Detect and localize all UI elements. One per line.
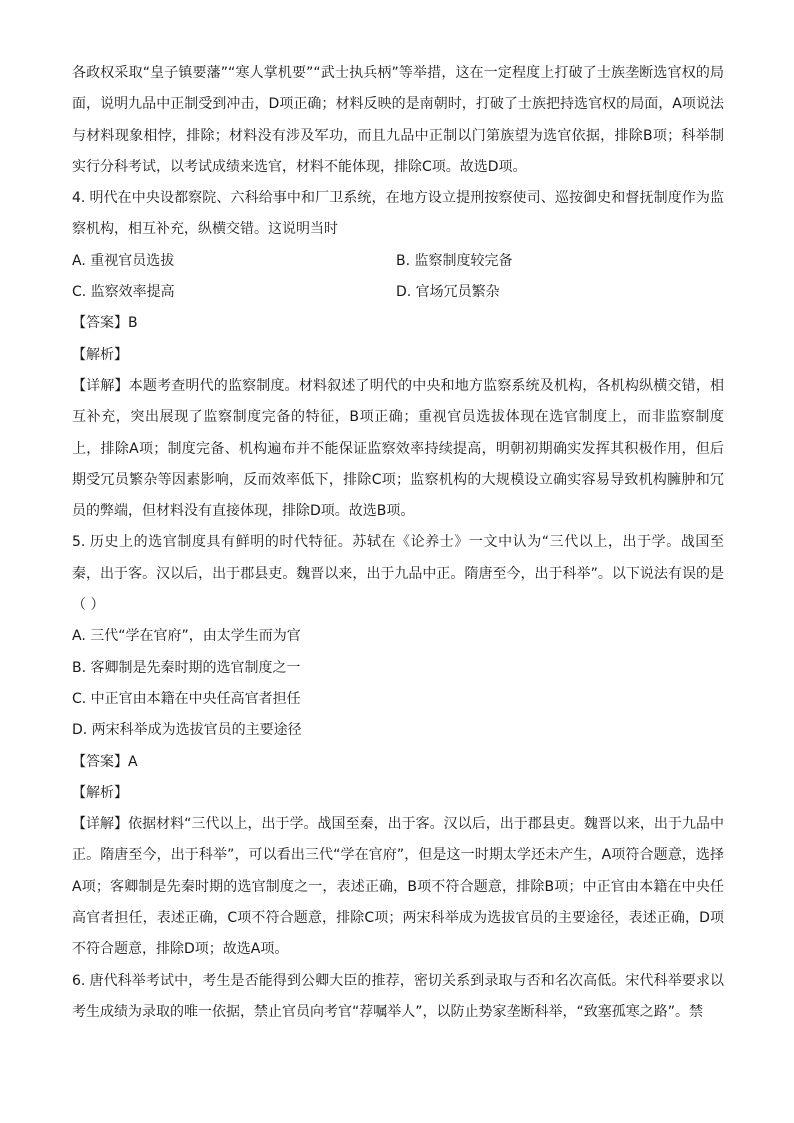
- question-5-analysis-label: 【解析】: [72, 784, 128, 801]
- question-4-analysis-label: 【解析】: [72, 346, 128, 363]
- question-5-detail: 【详解】依据材料“三代以上，出于学。战国至秦，出于客。汉以后，出于郡县吏。魏晋以来，出于九品中正。隋唐至今，出于科举”，可以看出三代“学在官府”，但是这一时期太学还未产生，A项符合题意，选择A项；客卿制是先秦时期的选官制度之一，表述正确，B项不符合题意，排除B项；中正官由本籍在中央任高官者担任，表述正确，C项不符合题意，排除C项；两宋科举成为选拔官员的主要途径，表述正确，D项不符合题意，排除D项；故选A项。: [72, 816, 724, 958]
- question-5-option-b: B. 客卿制是先秦时期的选官制度之一: [72, 659, 301, 676]
- question-5-option-c: C. 中正官由本籍在中央任高官者担任: [72, 690, 301, 707]
- question-4-option-c: C. 监察效率提高: [72, 284, 175, 301]
- question-5-stem: [72, 527, 724, 621]
- question-4-text: 明代在中央设都察院、六科给事中和厂卫系统，在地方设立提刑按察使司、巡按御史和督抚制度作为监察机构，相互补充，纵横交错。这说明当时: [72, 190, 724, 238]
- question-6-text: 唐代科举考试中，考生是否能得到公卿大臣的推荐，密切关系到录取与否和名次高低。宋代科举要求以考生成绩为录取的唯一依据，禁止官员向考官“荐嘱举人”，以防止势家垄断科举，“致塞孤寒之路”。禁: [72, 972, 724, 1020]
- question-4-options-row-2: [72, 277, 724, 308]
- question-5-number: 5.: [72, 534, 86, 551]
- question-4-option-b: B. 监察制度较完备: [396, 252, 513, 269]
- question-5-answer: 【答案】A: [72, 753, 138, 770]
- question-4-option-d: D. 官场冗员繁杂: [396, 284, 500, 301]
- question-5-text: 历史上的选官制度具有鲜明的时代特征。苏轼在《论养士》一文中认为“三代以上，出于学。战国至秦，出于客。汉以后，出于郡县吏。魏晋以来，出于九品中正。隋唐至今，出于科举”。以下说法有误的是（ ）: [72, 534, 724, 614]
- question-4-number: 4.: [72, 190, 86, 207]
- document-page: [72, 58, 724, 1028]
- question-4-options-row-1: [72, 246, 724, 277]
- question-4-option-a: A. 重视官员选拔: [72, 252, 175, 269]
- question-5-option-d: D. 两宋科举成为选拔官员的主要途径: [72, 722, 302, 739]
- q3-analysis-tail: 各政权采取“皇子镇要藩”“寒人掌机要”“武士执兵柄”等举措，这在一定程度上打破了士族垄断选官权的局面，说明九品中正制受到冲击，D项正确；材料反映的是南朝时，打破了士族把持选官权的局面，A项说法与材料现象相悖，排除；材料没有涉及军功，而且九品中正制以门第族望为选官依据，排除B项；科举制实行分科考试，以考试成绩来选官，材料不能体现，排除C项。故选D项。: [72, 65, 724, 175]
- question-5-option-a: A. 三代“学在官府”，由太学生而为官: [72, 628, 301, 645]
- question-6-number: 6.: [72, 972, 86, 989]
- question-6-stem: [72, 966, 724, 1029]
- question-4-stem: [72, 183, 724, 246]
- question-4-answer: 【答案】B: [72, 315, 138, 332]
- question-4-detail: 【详解】本题考查明代的监察制度。材料叙述了明代的中央和地方监察系统及机构，各机构纵横交错，相互补充，突出展现了监察制度完备的特征，B项正确；重视官员选拔体现在选官制度上，而非监察制度上，排除A项；制度完备、机构遍布并不能保证监察效率持续提高，明朝初期确实发挥其积极作用，但后期受冗员繁杂等因素影响，反而效率低下，排除C项；监察机构的大规模设立确实容易导致机构臃肿和冗员的弊端，但材料没有直接体现，排除D项。故选B项。: [72, 377, 724, 520]
